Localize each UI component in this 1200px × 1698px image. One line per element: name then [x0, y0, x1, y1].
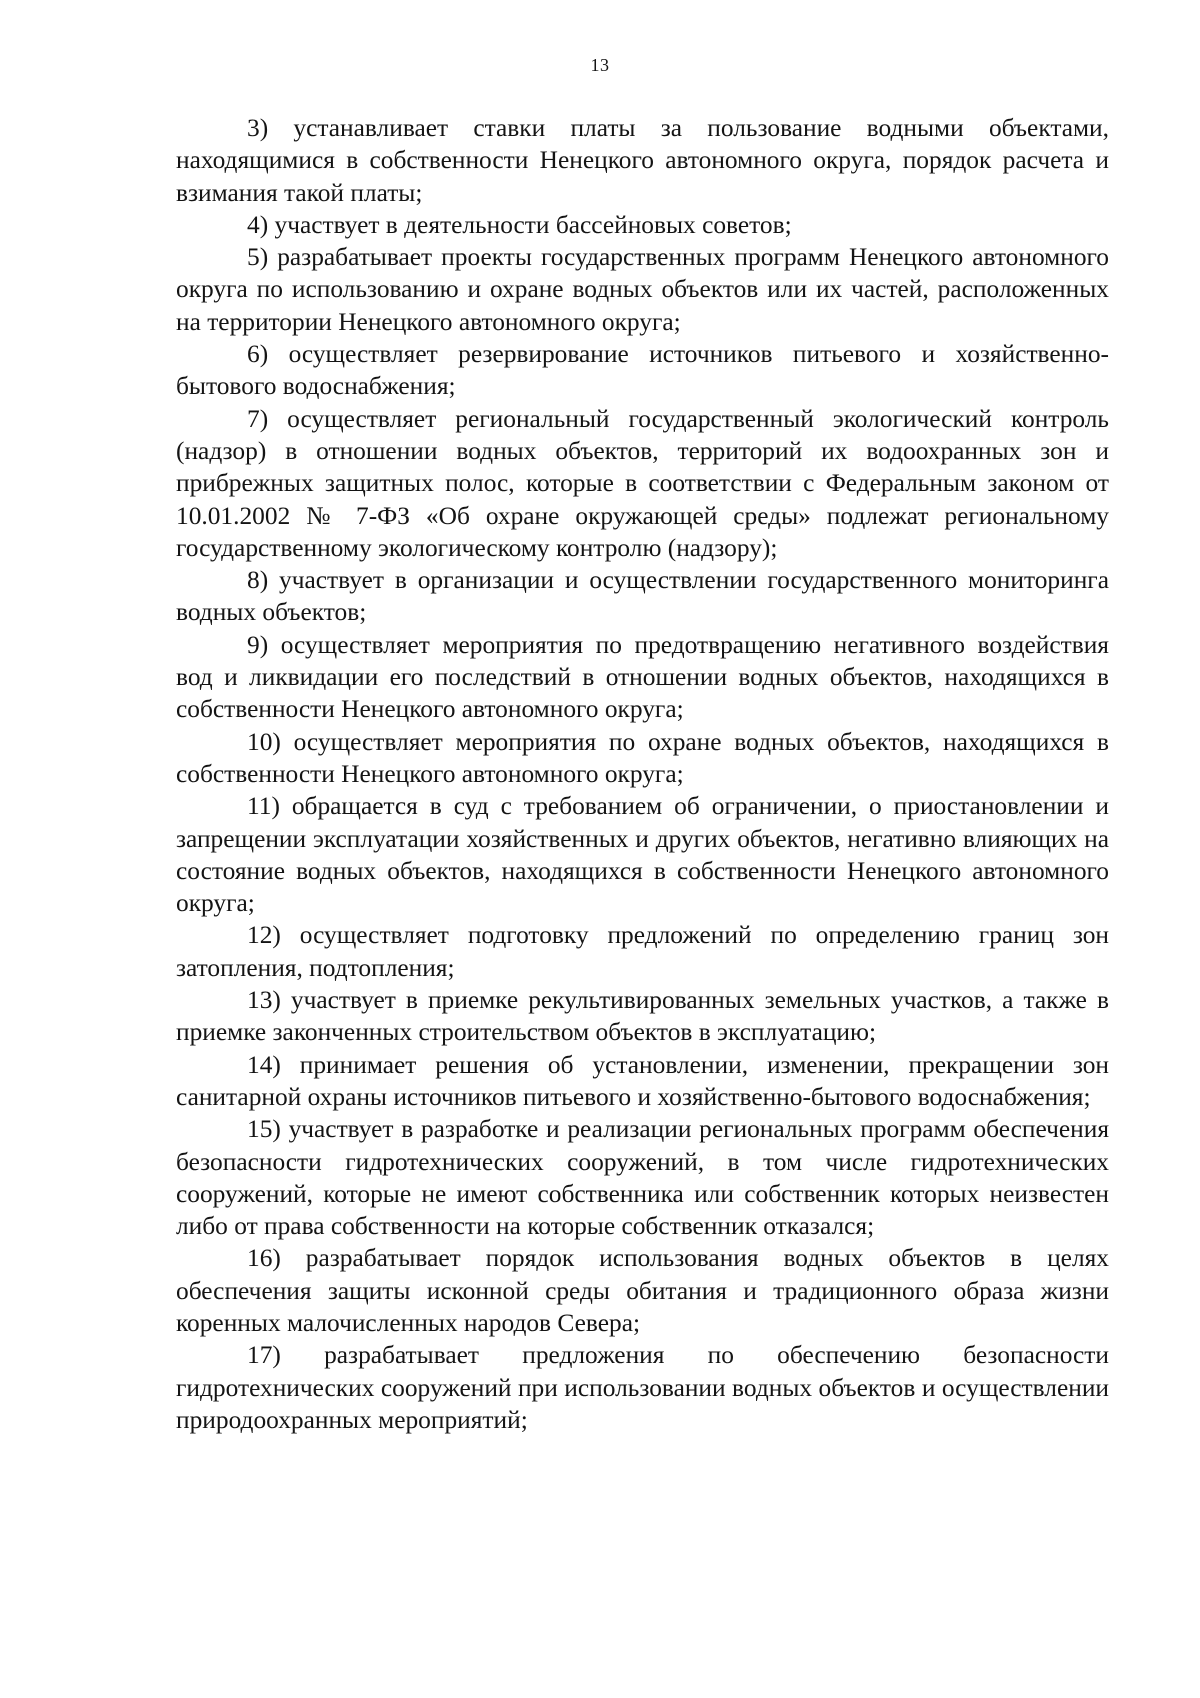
- list-item-5: 5) разрабатывает проекты государственных программ Ненецкого автономного округа по использованию и охране водных объектов или их частей, расположенных на территории Ненецкого автономного округа;: [176, 243, 1109, 336]
- list-item-3: 3) устанавливает ставки платы за пользование водными объектами, находящимися в собственности Ненецкого автономного округа, порядок расчета и взимания такой платы;: [176, 114, 1109, 207]
- list-item-11: 11) обращается в суд с требованием об ограничении, о приостановлении и запрещении эксплуатации хозяйственных и других объектов, негативно влияющих на состояние водных объектов, находящихся в собственности Ненецкого автономного округа;: [176, 792, 1109, 918]
- list-item-8: 8) участвует в организации и осуществлении государственного мониторинга водных объектов;: [176, 566, 1109, 627]
- list-item-15: 15) участвует в разработке и реализации региональных программ обеспечения безопасности гидротехнических сооружений, в том числе гидротехнических сооружений, которые не имеют собственника или собственник которых неизвестен либо от права собственности на которые собственник отказался;: [176, 1115, 1109, 1241]
- list-item-12: 12) осуществляет подготовку предложений по определению границ зон затопления, подтопления;: [176, 921, 1109, 982]
- list-item-10: 10) осуществляет мероприятия по охране водных объектов, находящихся в собственности Ненецкого автономного округа;: [176, 727, 1109, 788]
- list-item-13: 13) участвует в приемке рекультивированных земельных участков, а также в приемке законченных строительством объектов в эксплуатацию;: [176, 986, 1109, 1047]
- list-item-14: 14) принимает решения об установлении, изменении, прекращении зон санитарной охраны источников питьевого и хозяйственно-бытового водоснабжения;: [176, 1050, 1109, 1111]
- list-item-16: 16) разрабатывает порядок использования водных объектов в целях обеспечения защиты исконной среды обитания и традиционного образа жизни коренных малочисленных народов Севера;: [176, 1244, 1109, 1337]
- page-number: 13: [590, 55, 610, 75]
- list-item-9: 9) осуществляет мероприятия по предотвращению негативного воздействия вод и ликвидации его последствий в отношении водных объектов, находящихся в собственности Ненецкого автономного округа;: [176, 630, 1109, 724]
- list-item-6: 6) осуществляет резервирование источников питьевого и хозяйственно-бытового водоснабжения;: [176, 340, 1109, 401]
- list-item-17: 17) разрабатывает предложения по обеспечению безопасности гидротехнических сооружений при использовании водных объектов и осуществлении природоохранных мероприятий;: [176, 1341, 1109, 1434]
- list-item-4: 4) участвует в деятельности бассейновых советов;: [247, 210, 792, 239]
- list-item-7: 7) осуществляет региональный государственный экологический контроль (надзор) в отношении водных объектов, территорий их водоохранных зон и прибрежных защитных полос, которые в соответствии с Федеральным законом от 10.01.2002 № 7-ФЗ «Об охране окружающей среды» подлежат региональному государственному экологическому контролю (надзору);: [176, 404, 1109, 562]
- document-body: [176, 112, 1109, 1436]
